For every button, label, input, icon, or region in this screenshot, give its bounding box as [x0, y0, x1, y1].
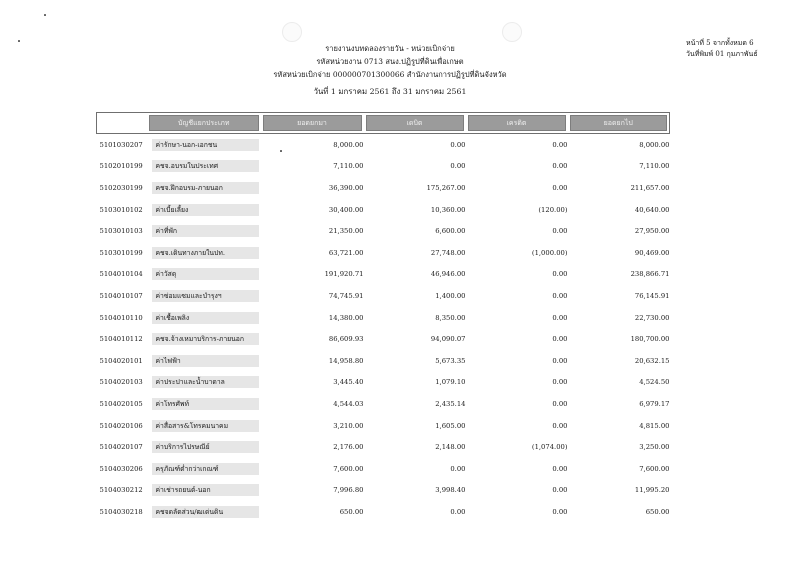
credit-amount: 0.00 — [552, 162, 568, 171]
account-code: 5104010110 — [99, 313, 143, 322]
credit-amount: 0.00 — [552, 270, 568, 279]
account-cell — [97, 285, 261, 307]
table-row — [97, 350, 670, 372]
account-code: 5104030206 — [99, 464, 143, 473]
debit-amount: 27,748.00 — [430, 248, 466, 257]
account-name: ค่าบริการไปรษณีย์ — [152, 441, 259, 453]
opening-amount: 2,176.00 — [333, 443, 364, 452]
debit-amount: 0.00 — [450, 507, 466, 516]
debit-amount: 0.00 — [450, 140, 466, 149]
account-name: ค่าโทรศัพท์ — [152, 398, 259, 410]
account-code: 5104010107 — [99, 291, 143, 300]
debit-amount: 1,605.00 — [435, 421, 466, 430]
debit-amount: 2,435.14 — [435, 399, 466, 408]
debit-amount: 10,360.00 — [430, 205, 466, 214]
opening-amount: 8,000.00 — [333, 140, 364, 149]
col-header-credit: เครดิต — [468, 115, 566, 131]
credit-amount: 0.00 — [552, 378, 568, 387]
table-row — [97, 307, 670, 329]
closing-amount: 3,250.00 — [639, 443, 670, 452]
account-name: ค่าวัสดุ — [152, 268, 259, 280]
report-header — [240, 42, 540, 98]
credit-amount: 0.00 — [552, 313, 568, 322]
account-cell — [97, 307, 261, 329]
debit-amount: 5,673.35 — [435, 356, 466, 365]
col-header-opening: ยอดยกมา — [263, 115, 362, 131]
account-name: คชจ.ฝึกอบรม-ภายนอก — [152, 182, 259, 194]
debit-amount: 8,350.00 — [435, 313, 466, 322]
punch-hole-right — [502, 22, 522, 42]
table-header-row — [97, 113, 670, 134]
credit-amount: 0.00 — [552, 421, 568, 430]
closing-amount: 211,657.00 — [630, 183, 670, 192]
account-name: คชจดลัดส่วน/ฒเด่นดิน — [152, 506, 259, 518]
table-row — [97, 436, 670, 458]
table-row — [97, 480, 670, 502]
account-cell — [97, 415, 261, 437]
credit-amount: (1,074.00) — [531, 443, 568, 452]
table-row — [97, 199, 670, 221]
closing-amount: 4,524.50 — [639, 378, 670, 387]
opening-amount: 36,390.00 — [328, 183, 364, 192]
account-code: 5104010112 — [99, 335, 143, 344]
credit-amount: 0.00 — [552, 507, 568, 516]
closing-amount: 650.00 — [645, 507, 670, 516]
opening-amount: 21,350.00 — [328, 227, 364, 236]
table-row — [97, 328, 670, 350]
opening-amount: 30,400.00 — [328, 205, 364, 214]
account-code: 5103010199 — [99, 248, 143, 257]
account-name: ค่าที่พัก — [152, 225, 259, 237]
opening-amount: 650.00 — [339, 507, 364, 516]
account-code: 5104020106 — [99, 421, 143, 430]
account-code: 5101030207 — [99, 140, 143, 149]
opening-amount: 63,721.00 — [328, 248, 364, 257]
account-code: 5102030199 — [99, 183, 143, 192]
table-row — [97, 177, 670, 199]
agency-code: รหัสหน่วยงาน 0713 สนง.ปฏิรูปที่ดินเพื่อเกษต — [316, 57, 464, 66]
account-cell — [97, 177, 261, 199]
account-name: ค่าซ่อมแซมและบำรุงฯ — [152, 290, 259, 302]
debit-amount: 0.00 — [450, 464, 466, 473]
account-name: ค่าเบี้ยเลี้ยง — [152, 204, 259, 216]
closing-amount: 238,866.71 — [630, 270, 670, 279]
credit-amount: 0.00 — [552, 227, 568, 236]
account-code: 5104020103 — [99, 378, 143, 387]
account-name: คชจ.จ้างเหมาบริการ-ภายนอก — [152, 333, 259, 345]
account-name: ครุภัณฑ์ต่ำกว่าเกณฑ์ — [152, 463, 259, 475]
opening-amount: 74,745.91 — [328, 291, 364, 300]
closing-amount: 27,950.00 — [634, 227, 670, 236]
debit-amount: 3,998.40 — [435, 486, 466, 495]
closing-amount: 40,640.00 — [634, 205, 670, 214]
opening-amount: 86,609.93 — [328, 335, 364, 344]
closing-amount: 76,145.91 — [634, 291, 670, 300]
account-code: 5103010103 — [99, 227, 143, 236]
credit-amount: 0.00 — [552, 140, 568, 149]
table-row — [97, 134, 670, 156]
debit-amount: 46,946.00 — [430, 270, 466, 279]
credit-amount: (120.00) — [538, 205, 568, 214]
credit-amount: 0.00 — [552, 291, 568, 300]
account-name: ค่าเชื้อเพลิง — [152, 312, 259, 324]
debit-amount: 2,148.00 — [435, 443, 466, 452]
table-row — [97, 458, 670, 480]
trial-balance-table — [96, 112, 670, 523]
account-cell — [97, 501, 261, 523]
account-code: 5104030218 — [99, 507, 143, 516]
opening-amount: 7,110.00 — [333, 162, 364, 171]
account-code: 5102010199 — [99, 162, 143, 171]
opening-amount: 7,600.00 — [333, 464, 364, 473]
table-row — [97, 393, 670, 415]
table-row — [97, 372, 670, 394]
account-code: 5104020107 — [99, 443, 143, 452]
account-cell — [97, 134, 261, 156]
opening-amount: 3,445.40 — [333, 378, 364, 387]
closing-amount: 7,110.00 — [639, 162, 670, 171]
debit-amount: 1,400.00 — [435, 291, 466, 300]
opening-amount: 7,996.80 — [333, 486, 364, 495]
debit-amount: 175,267.00 — [426, 183, 466, 192]
account-name: คชจ.เดินทางภายในปท. — [152, 247, 259, 259]
credit-amount: 0.00 — [552, 335, 568, 344]
table-row — [97, 242, 670, 264]
debit-amount: 0.00 — [450, 162, 466, 171]
table-row — [97, 415, 670, 437]
col-header-closing: ยอดยกไป — [570, 115, 668, 131]
scan-speck — [44, 14, 46, 16]
credit-amount: 0.00 — [552, 356, 568, 365]
account-code: 5104010104 — [99, 270, 143, 279]
credit-amount: 0.00 — [552, 464, 568, 473]
account-cell — [97, 242, 261, 264]
account-name: ค่าสื่อสาร&โทรคมนาคม — [152, 420, 259, 432]
account-name: ค่ารักษา-นอก-เอกชน — [152, 139, 259, 151]
opening-amount: 14,958.80 — [328, 356, 364, 365]
account-cell — [97, 156, 261, 178]
credit-amount: 0.00 — [552, 486, 568, 495]
account-cell — [97, 436, 261, 458]
account-cell — [97, 220, 261, 242]
account-name: ค่าประปาและน้ำบาดาล — [152, 376, 259, 388]
closing-amount: 90,469.00 — [634, 248, 670, 257]
closing-amount: 8,000.00 — [639, 140, 670, 149]
account-cell — [97, 458, 261, 480]
credit-amount: 0.00 — [552, 399, 568, 408]
account-cell — [97, 393, 261, 415]
col-header-account: บัญชีแยกประเภท — [149, 115, 259, 131]
table-row — [97, 220, 670, 242]
closing-amount: 6,979.17 — [639, 399, 670, 408]
account-cell — [97, 199, 261, 221]
account-code: 5103010102 — [99, 205, 143, 214]
credit-amount: 0.00 — [552, 183, 568, 192]
opening-amount: 191,920.71 — [324, 270, 364, 279]
account-cell — [97, 350, 261, 372]
account-cell — [97, 372, 261, 394]
closing-amount: 7,600.00 — [639, 464, 670, 473]
account-name: คชจ.อบรมในประเทศ — [152, 160, 259, 172]
table-row — [97, 285, 670, 307]
debit-amount: 94,090.07 — [430, 335, 466, 344]
table-row — [97, 156, 670, 178]
table-body — [97, 134, 670, 523]
closing-amount: 180,700.00 — [630, 335, 670, 344]
scan-speck — [18, 40, 20, 42]
opening-amount: 3,210.00 — [333, 421, 364, 430]
account-name: ค่าเช่ารถยนต์-นอก — [152, 484, 259, 496]
table-row — [97, 501, 670, 523]
credit-amount: (1,000.00) — [531, 248, 568, 257]
debit-amount: 6,600.00 — [435, 227, 466, 236]
closing-amount: 20,632.15 — [634, 356, 670, 365]
debit-amount: 1,079.10 — [435, 378, 466, 387]
col-header-debit: เดบิต — [366, 115, 464, 131]
print-date: วันที่พิมพ์ 01 กุมภาพันธ์ — [686, 50, 758, 58]
closing-amount: 4,815.00 — [639, 421, 670, 430]
account-name: ค่าไฟฟ้า — [152, 355, 259, 367]
report-title: รายงานงบทดลองรายวัน - หน่วยเบิกจ่าย — [325, 44, 455, 53]
closing-amount: 22,730.00 — [634, 313, 670, 322]
account-cell — [97, 480, 261, 502]
account-cell — [97, 328, 261, 350]
account-code: 5104020101 — [99, 356, 143, 365]
date-range: วันที่ 1 มกราคม 2561 ถึง 31 มกราคม 2561 — [313, 87, 467, 96]
opening-amount: 14,380.00 — [328, 313, 364, 322]
page-info — [686, 38, 796, 60]
table-row — [97, 264, 670, 286]
punch-hole-left — [282, 22, 302, 42]
page-number: หน้าที่ 5 จากทั้งหมด 6 — [686, 39, 754, 47]
account-code: 5104030212 — [99, 486, 143, 495]
opening-amount: 4,544.03 — [333, 399, 364, 408]
disbursement-unit: รหัสหน่วยเบิกจ่าย 000000701300066 สำนักงานการปฏิรูปที่ดินจังหวัด — [273, 70, 507, 79]
closing-amount: 11,995.20 — [634, 486, 670, 495]
account-cell — [97, 264, 261, 286]
account-code: 5104020105 — [99, 399, 143, 408]
